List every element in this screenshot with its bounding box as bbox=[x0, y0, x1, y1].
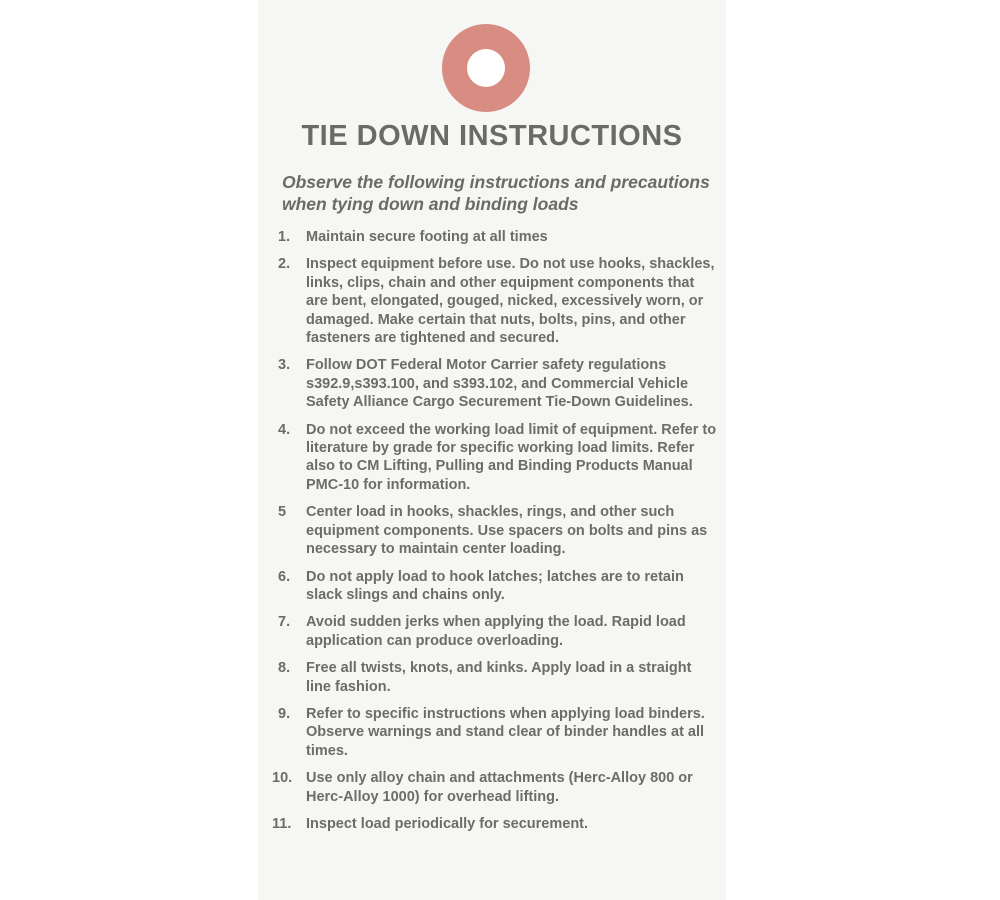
instruction-number: 5 bbox=[278, 504, 287, 521]
instruction-item-10 bbox=[272, 769, 717, 806]
instruction-item-5 bbox=[272, 503, 717, 558]
instruction-number: 10. bbox=[272, 770, 293, 787]
instruction-text: Center load in hooks, shackles, rings, and other such equipment components. Use spacers on bolts and pins as necessary to maintain center loading. bbox=[306, 504, 708, 558]
instruction-item-9 bbox=[272, 705, 717, 760]
instruction-text: Use only alloy chain and attachments (Herc-Alloy 800 or Herc-Alloy 1000) for overhead lifting. bbox=[306, 770, 693, 805]
instructions-list bbox=[272, 228, 717, 842]
document-subtitle: Observe the following instructions and precautions when tying down and binding loads bbox=[282, 172, 710, 214]
instruction-number: 6. bbox=[278, 568, 291, 585]
instruction-text: Inspect load periodically for securement. bbox=[306, 815, 589, 832]
instruction-text: Avoid sudden jerks when applying the load. Rapid load application can produce overloading. bbox=[306, 614, 686, 649]
instruction-item-6 bbox=[272, 568, 717, 605]
instruction-number: 3. bbox=[278, 357, 291, 374]
instruction-item-4 bbox=[272, 421, 717, 495]
instruction-item-7 bbox=[272, 613, 717, 650]
document-title: TIE DOWN INSTRUCTIONS bbox=[301, 120, 683, 152]
instruction-text: Do not apply load to hook latches; latches are to retain slack slings and chains only. bbox=[306, 568, 684, 603]
instruction-number: 2. bbox=[278, 256, 291, 273]
instruction-item-3 bbox=[272, 356, 717, 411]
instruction-text: Maintain secure footing at all times bbox=[306, 229, 548, 245]
instruction-text: Inspect equipment before use. Do not use hooks, shackles, links, clips, chain and other equipment components that are bent, elongated, gouged, nicked, excessively worn, or damaged. Make certain that nuts, bolts, pins, and other fasteners are tightened and secured. bbox=[306, 256, 715, 347]
instruction-number: 7. bbox=[278, 614, 291, 631]
instruction-number: 11. bbox=[272, 815, 292, 832]
instruction-text: Refer to specific instructions when applying load binders. Observe warnings and stand clear of binder handles at all times. bbox=[306, 705, 705, 759]
instruction-text: Free all twists, knots, and kinks. Apply load in a straight line fashion. bbox=[306, 660, 692, 695]
instruction-number: 4. bbox=[278, 421, 291, 438]
instruction-item-1 bbox=[272, 228, 717, 246]
instruction-number: 8. bbox=[278, 660, 291, 677]
instruction-text: Do not exceed the working load limit of equipment. Refer to literature by grade for specific working load limits. Refer also to CM Lifting, Pulling and Binding Products Manual PMC-10 for information. bbox=[306, 421, 717, 493]
tag-hole bbox=[467, 49, 505, 87]
instruction-number: 9. bbox=[278, 705, 291, 722]
instruction-number: 1. bbox=[278, 229, 291, 245]
instruction-text: Follow DOT Federal Motor Carrier safety regulations s392.9,s393.100, and s393.102, and Commercial Vehicle Safety Alliance Cargo Securement Tie-Down Guidelines. bbox=[306, 357, 693, 411]
instruction-item-2 bbox=[272, 255, 717, 347]
instruction-item-8 bbox=[272, 659, 717, 696]
instruction-item-11 bbox=[272, 815, 717, 833]
